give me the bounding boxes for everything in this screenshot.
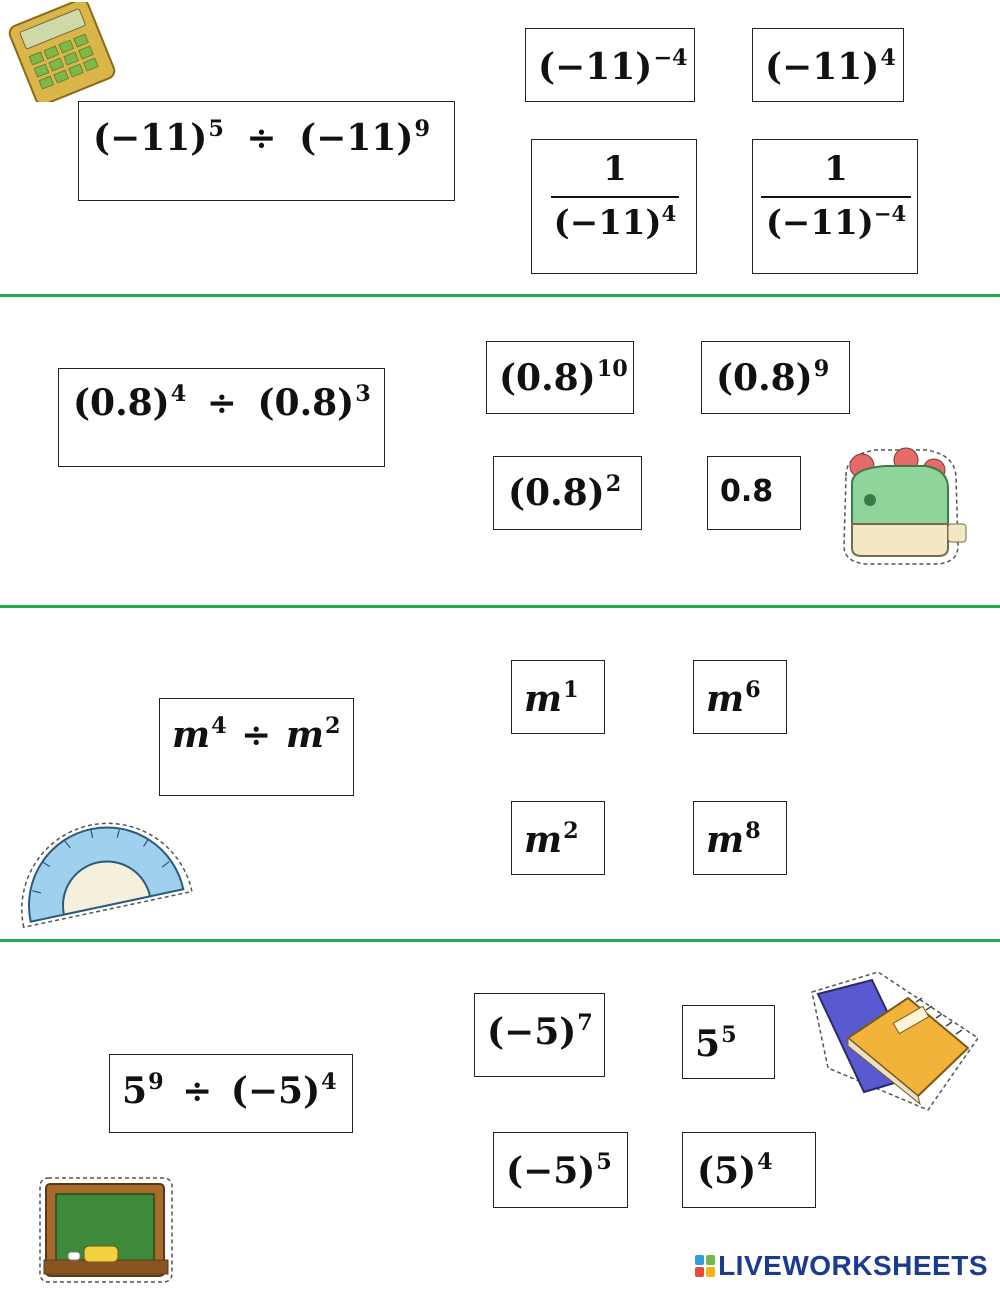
- exponent: 4: [880, 45, 896, 72]
- answer-option[interactable]: [682, 1132, 816, 1208]
- question-expression-1: [93, 116, 430, 159]
- base: m: [172, 714, 211, 756]
- exponent: 4: [661, 201, 677, 227]
- brand-name: LIVEWORKSHEETS: [718, 1250, 988, 1281]
- exponent: 9: [813, 356, 830, 383]
- base: (5): [697, 1150, 757, 1192]
- option-expression: [524, 677, 579, 720]
- chalkboard-icon: [34, 1172, 178, 1288]
- calculator-icon: [2, 2, 122, 102]
- option-expression: 0.8: [720, 474, 774, 509]
- question-expression-2: [73, 381, 371, 424]
- divide-sign: ÷: [206, 382, 237, 424]
- answer-option[interactable]: [525, 28, 695, 102]
- base: m: [285, 714, 324, 756]
- question-box-4: [109, 1054, 353, 1133]
- exponent: 6: [745, 677, 761, 704]
- answer-option[interactable]: [531, 139, 697, 274]
- question-expression-3: [172, 713, 341, 756]
- answer-option[interactable]: [493, 456, 642, 530]
- exponent: 4: [321, 1069, 337, 1096]
- base: (0.8): [73, 382, 170, 424]
- base: m: [524, 678, 563, 720]
- base: (−11): [538, 46, 653, 88]
- exponent: 4: [757, 1149, 773, 1176]
- answer-option[interactable]: [486, 341, 634, 414]
- answer-option[interactable]: [511, 660, 605, 734]
- option-expression: [697, 1149, 773, 1192]
- base: (−11): [93, 117, 208, 159]
- base: (−11): [765, 203, 874, 243]
- divide-sign: ÷: [241, 714, 272, 756]
- option-expression: [765, 45, 896, 88]
- answer-option[interactable]: [474, 993, 605, 1077]
- option-expression: [706, 818, 761, 861]
- base: 5: [695, 1023, 721, 1065]
- answer-option[interactable]: [752, 139, 918, 274]
- base: (−5): [487, 1011, 577, 1053]
- exponent: 4: [170, 381, 187, 408]
- option-expression: [538, 45, 688, 88]
- base: (0.8): [716, 357, 813, 399]
- answer-option[interactable]: [701, 341, 850, 414]
- option-expression: [508, 471, 622, 514]
- option-expression: [706, 677, 761, 720]
- answer-option[interactable]: [707, 456, 801, 530]
- exponent: 9: [148, 1069, 164, 1096]
- notebooks-icon: [808, 968, 984, 1114]
- base: (−5): [506, 1150, 596, 1192]
- base: m: [706, 819, 745, 861]
- backpack-icon: [826, 436, 976, 572]
- question-box-2: [58, 368, 385, 467]
- exponent: 4: [211, 713, 227, 740]
- divide-sign: ÷: [182, 1070, 213, 1112]
- exponent: 7: [577, 1010, 593, 1037]
- base: m: [706, 678, 745, 720]
- answer-option[interactable]: [693, 801, 787, 875]
- question-expression-4: [122, 1069, 337, 1112]
- base: (−11): [553, 203, 662, 243]
- exponent: 2: [563, 818, 579, 845]
- denominator: [532, 201, 698, 243]
- base: (−5): [230, 1070, 321, 1112]
- numerator: 1: [824, 149, 848, 189]
- exponent: 10: [596, 356, 628, 383]
- section-divider: [0, 939, 1000, 942]
- liveworksheets-logo: [695, 1250, 988, 1282]
- brand-mark-icon: [695, 1255, 715, 1277]
- exponent: −4: [653, 45, 688, 72]
- numerator: 1: [603, 149, 627, 189]
- answer-option[interactable]: [493, 1132, 628, 1208]
- option-expression: [499, 356, 628, 399]
- protractor-icon: [8, 792, 196, 932]
- exponent: 8: [745, 818, 761, 845]
- exponent: 2: [605, 471, 622, 498]
- base: (−11): [765, 46, 880, 88]
- option-expression: [695, 1022, 737, 1065]
- section-divider: [0, 294, 1000, 297]
- base: (0.8): [499, 357, 596, 399]
- option-expression: [487, 1010, 593, 1053]
- answer-option[interactable]: [682, 1005, 775, 1079]
- exponent: 3: [355, 381, 371, 408]
- base: (0.8): [508, 472, 605, 514]
- option-expression: [524, 818, 579, 861]
- fraction: [753, 149, 919, 243]
- base: 5: [122, 1070, 148, 1112]
- exponent: 5: [721, 1022, 737, 1049]
- divide-sign: ÷: [246, 117, 277, 159]
- exponent: 5: [596, 1149, 612, 1176]
- answer-option[interactable]: [752, 28, 904, 102]
- fraction-bar: [761, 196, 911, 198]
- answer-option[interactable]: [511, 801, 605, 875]
- exponent: 2: [324, 713, 341, 740]
- exponent: 9: [414, 116, 430, 143]
- exponent: 1: [563, 677, 579, 704]
- base: (0.8): [257, 382, 355, 424]
- base: m: [524, 819, 563, 861]
- answer-option[interactable]: [693, 660, 787, 734]
- fraction: [532, 149, 698, 243]
- exponent: 5: [208, 116, 224, 143]
- denominator: [753, 201, 919, 243]
- question-box-1: [78, 101, 455, 201]
- base: (−11): [299, 117, 414, 159]
- section-divider: [0, 605, 1000, 608]
- fraction-bar: [551, 196, 679, 198]
- exponent: −4: [873, 201, 907, 227]
- option-expression: [506, 1149, 612, 1192]
- question-box-3: [159, 698, 354, 796]
- option-expression: [716, 356, 830, 399]
